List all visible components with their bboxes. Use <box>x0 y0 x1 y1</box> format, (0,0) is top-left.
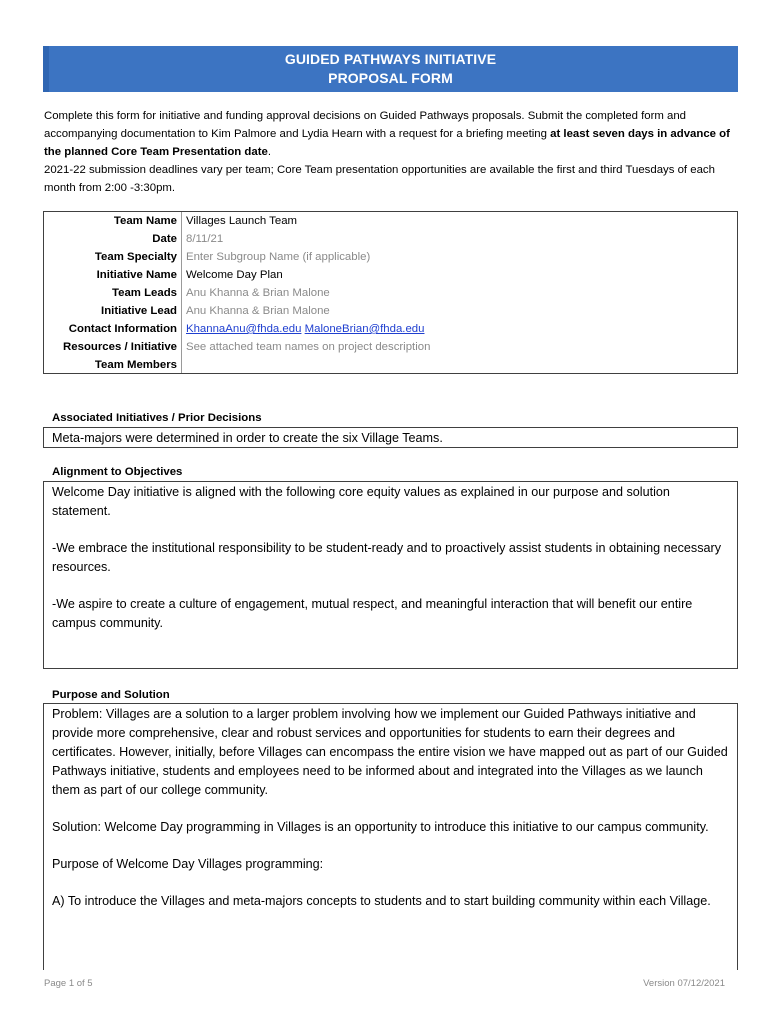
purpose-solution: Solution: Welcome Day programming in Villages is an opportunity to introduce this initiative to our campus community. <box>52 820 709 834</box>
field-team-name[interactable]: Villages Launch Team <box>186 215 298 227</box>
alignment-box[interactable] <box>43 481 738 669</box>
label-date: Date <box>152 233 177 245</box>
row-initiative-lead <box>44 302 737 320</box>
label-team-leads: Team Leads <box>112 287 177 299</box>
intro-paragraph-1: Complete this form for initiative and funding approval decisions on Guided Pathways proposals. Submit the completed form and accompanying documentation to Kim Palmore and Lydia Hearn with a request for a briefing meeting at least seven days in advance of the planned Core Team Presentation date. <box>44 110 730 158</box>
associated-initiatives-text: Meta-majors were determined in order to create the six Village Teams. <box>52 431 443 445</box>
row-initiative-name <box>44 266 737 284</box>
field-initiative-name[interactable]: Welcome Day Plan <box>186 269 283 281</box>
form-title-line2: PROPOSAL FORM <box>328 70 453 86</box>
form-title-banner <box>43 46 738 92</box>
label-initiative-name: Initiative Name <box>96 269 177 281</box>
alignment-paragraph-1: Welcome Day initiative is aligned with the following core equity values as explained in our purpose and solution statement. <box>52 485 670 518</box>
row-team-specialty <box>44 248 737 266</box>
form-title-line1: GUIDED PATHWAYS INITIATIVE <box>284 51 497 67</box>
label-initiative-lead: Initiative Lead <box>101 305 177 317</box>
label-team-specialty: Team Specialty <box>94 251 177 263</box>
purpose-item-a: A) To introduce the Villages and meta-majors concepts to students and to start building community within each Village. <box>52 894 711 908</box>
label-team-name: Team Name <box>113 215 177 227</box>
row-resources <box>44 338 737 374</box>
page-number: Page 1 of 5 <box>44 978 93 989</box>
purpose-heading: Purpose and Solution <box>52 689 170 701</box>
row-date <box>44 230 737 248</box>
label-contact-information: Contact Information <box>68 323 177 335</box>
row-team-name <box>44 212 737 230</box>
team-info-table <box>43 211 738 374</box>
alignment-heading: Alignment to Objectives <box>52 466 183 478</box>
intro-deadline-emphasis: at least seven days in advance of the planned Core Team Presentation date <box>44 128 730 158</box>
intro-instructions <box>44 107 734 197</box>
row-contact-information <box>44 320 737 338</box>
email-link-malone[interactable]: MaloneBrian@fhda.edu <box>304 323 425 335</box>
field-team-leads[interactable]: Anu Khanna & Brian Malone <box>186 287 330 299</box>
intro-paragraph-2: 2021-22 submission deadlines vary per team; Core Team presentation opportunities are available the first and third Tuesdays of each month from 2:00 -3:30pm. <box>44 164 715 194</box>
purpose-subheading: Purpose of Welcome Day Villages programming: <box>52 857 324 871</box>
label-resources-line2: Team Members <box>94 359 177 371</box>
associated-initiatives-heading: Associated Initiatives / Prior Decisions <box>52 412 262 424</box>
purpose-problem: Problem: Villages are a solution to a larger problem involving how we implement our Guided Pathways initiative and provide more comprehensive, clear and robust services and opportunities for students to earn their degrees and certificates. However, initially, before Villages can encompass the entire vision we have mapped out as part of our Guided Pathways initiative, students and employees need to be informed about and integrated into the Villages as we launch them as part of our college community. <box>52 707 728 797</box>
version-label: Version 07/12/2021 <box>643 978 725 989</box>
field-contact-information <box>186 320 424 338</box>
banner-edge <box>43 46 49 92</box>
associated-initiatives-box[interactable] <box>43 427 738 448</box>
field-team-specialty[interactable]: Enter Subgroup Name (if applicable) <box>186 251 371 263</box>
purpose-box[interactable] <box>43 703 738 970</box>
alignment-paragraph-2: -We embrace the institutional responsibility to be student-ready and to proactively assist students in obtaining necessary resources. <box>52 541 721 574</box>
label-resources-line1: Resources / Initiative <box>63 341 177 353</box>
field-date[interactable]: 8/11/21 <box>186 233 224 245</box>
field-resources[interactable]: See attached team names on project description <box>186 341 431 353</box>
email-link-khanna[interactable]: KhannaAnu@fhda.edu <box>186 323 302 335</box>
alignment-paragraph-3: -We aspire to create a culture of engagement, mutual respect, and meaningful interaction that will benefit our entire campus community. <box>52 597 693 630</box>
row-team-leads <box>44 284 737 302</box>
field-initiative-lead[interactable]: Anu Khanna & Brian Malone <box>186 305 330 317</box>
